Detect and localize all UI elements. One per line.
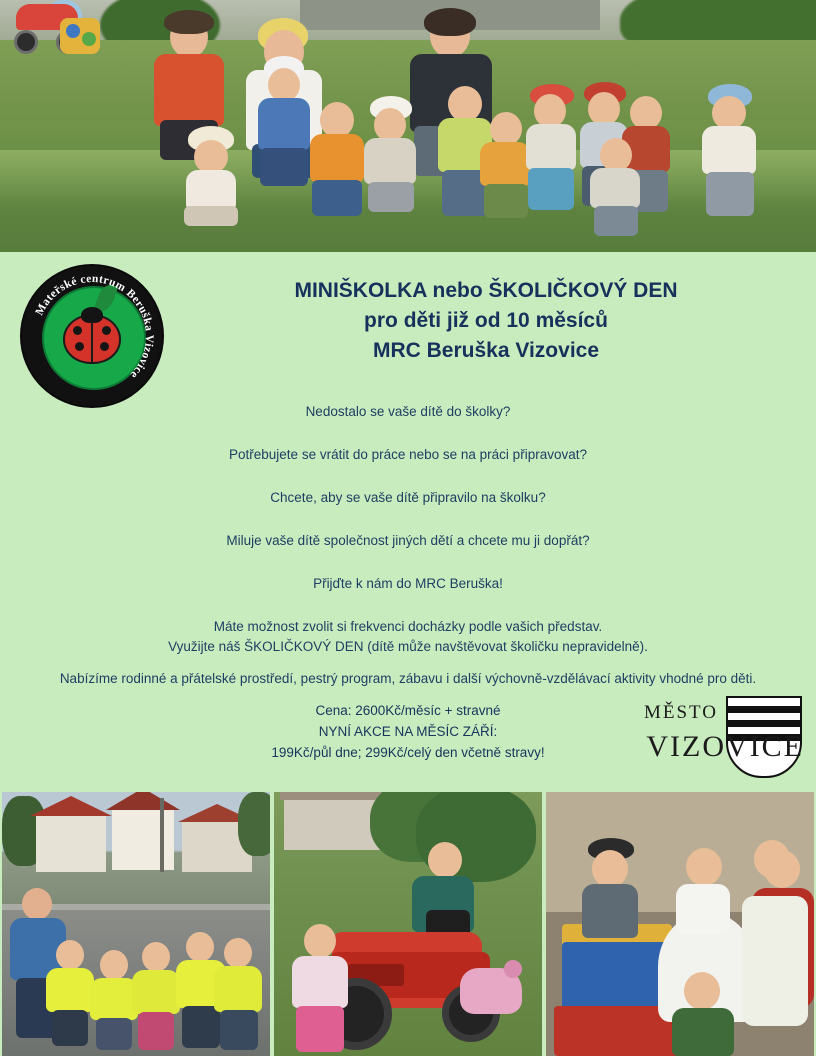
top-photo: [0, 0, 816, 252]
headline-line-1: MINIŠKOLKA nebo ŠKOLIČKOVÝ DEN: [294, 279, 678, 302]
page-title: [166, 276, 806, 366]
offer-text: Nabízíme rodinné a přátelské prostředí, pestrý program, zábavu i další výchovně-vzdělávací aktivity vhodné pro děti.: [59, 671, 757, 686]
question-2: Potřebujete se vrátit do práce nebo se na práci připravovat?: [229, 447, 587, 462]
child-3: [306, 96, 368, 216]
city-logo-word-1: MĚSTO: [643, 702, 718, 723]
child-10: [588, 136, 646, 236]
city-logo-word-2: VIZOVICE: [646, 730, 804, 763]
bottom-photo-row: [0, 792, 816, 1056]
question-3: Chcete, aby se vaše dítě připravilo na školku?: [270, 490, 546, 505]
detail-1: Máte možnost zvolit si frekvenci docházky podle vašich představ.: [213, 619, 603, 634]
photo-children-walking: [2, 792, 270, 1056]
child-costume-5: [740, 840, 804, 930]
child-vest-5: [214, 938, 268, 1050]
headline-line-2: pro děti již od 10 měsíců: [364, 309, 608, 332]
child-1: [180, 126, 242, 226]
child-7: [524, 84, 582, 210]
question-4: Miluje vaše dítě společnost jiných dětí a chcete mu ji dopřát?: [226, 533, 590, 548]
child-4: [362, 96, 422, 212]
child-11: [700, 84, 762, 216]
questions-block: [0, 402, 816, 689]
photo-child-on-tractor: [274, 792, 542, 1056]
child-costume-6: [666, 972, 740, 1056]
price-line-3: 199Kč/půl dne; 299Kč/celý den včetně stravy!: [271, 745, 545, 760]
child-in-pink: [290, 924, 352, 1052]
headline-line-3: MRC Beruška Vizovice: [372, 339, 600, 362]
question-1: Nedostalo se vaše dítě do školky?: [305, 404, 511, 419]
mrc-beruska-logo: [22, 266, 162, 406]
logo-ring-text: [22, 266, 162, 406]
child-costume-2: [670, 848, 736, 938]
city-of-vizovice-logo: [600, 696, 810, 792]
svg-text:Mateřské centrum Beruška Vizov: [34, 273, 156, 381]
child-costume-1: [576, 838, 646, 938]
price-line-1: Cena: 2600Kč/měsíc + stravné: [315, 703, 501, 718]
price-line-2: NYNÍ AKCE NA MĚSÍC ZÁŘÍ:: [318, 724, 498, 739]
toy-dog: [460, 968, 522, 1014]
child-2: [254, 56, 314, 186]
logo-ring-label: Mateřské centrum Beruška Vizovice: [33, 272, 156, 381]
detail-2: Využijte náš ŠKOLIČKOVÝ DEN (dítě může navštěvovat školičku nepravidelně).: [168, 639, 648, 654]
poster-content: [0, 252, 816, 792]
invitation: Přijďte k nám do MRC Beruška!: [313, 576, 503, 591]
toy-car: [60, 18, 100, 54]
photo-costume-party: [546, 792, 814, 1056]
